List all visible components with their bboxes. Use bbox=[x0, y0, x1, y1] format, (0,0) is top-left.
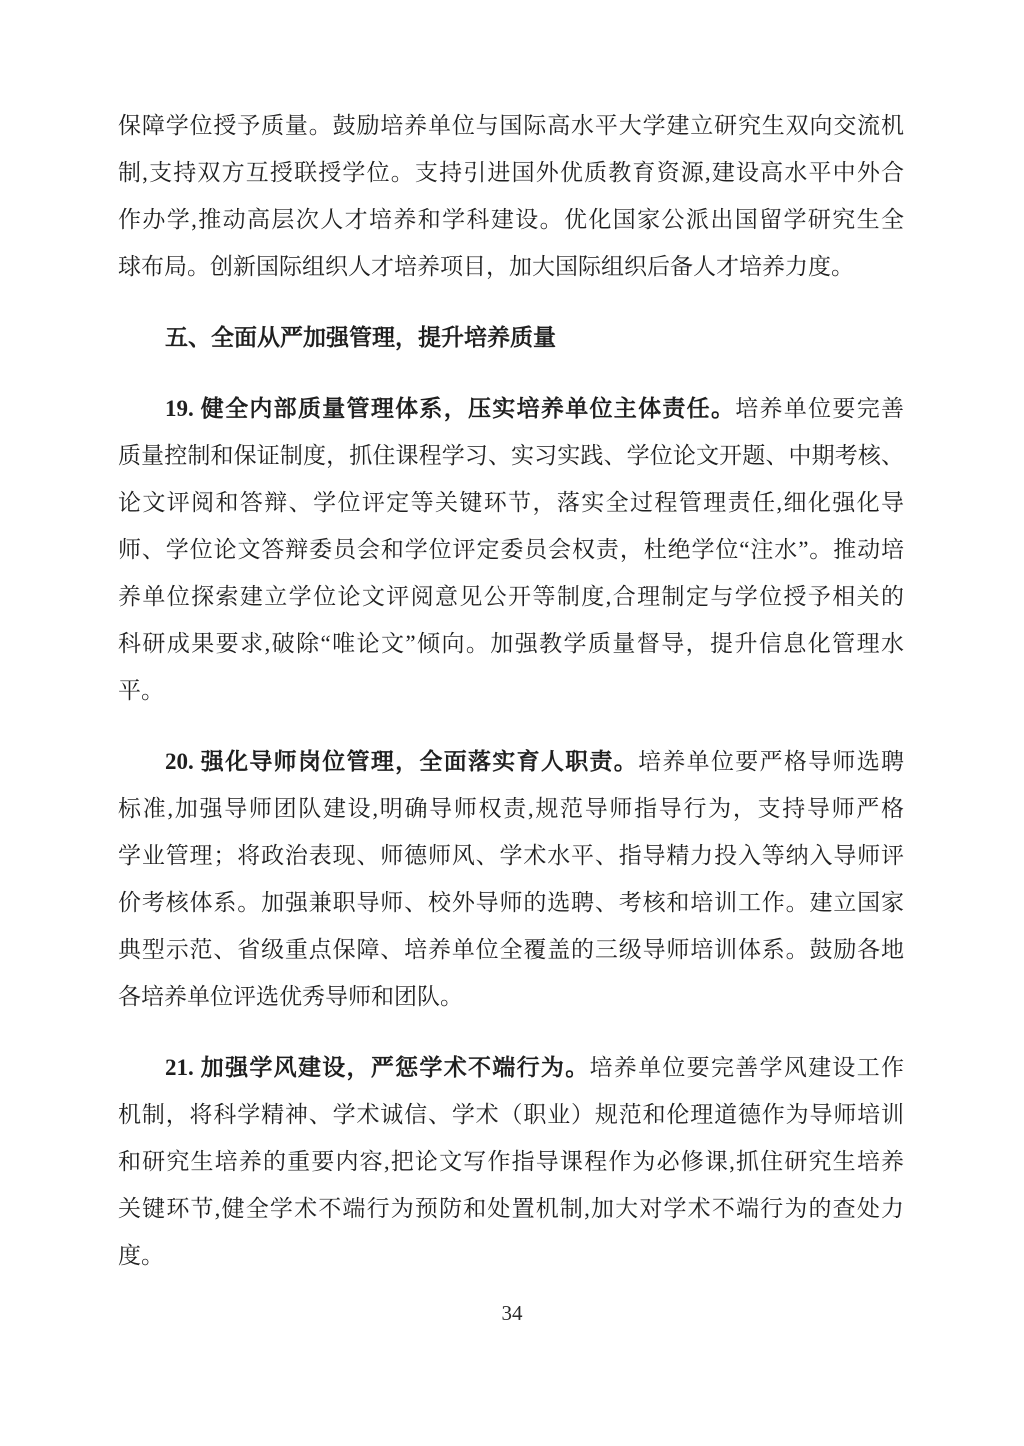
text-line bbox=[118, 385, 904, 432]
paragraph-20-supervisor-management bbox=[118, 738, 904, 1020]
text-line bbox=[118, 973, 904, 1020]
text-line bbox=[118, 667, 904, 714]
body-text: 典型示范、省级重点保障、培养单位全覆盖的三级导师培训体系。鼓励各地 bbox=[118, 937, 904, 962]
text-line bbox=[118, 1138, 904, 1185]
body-text: 作办学,推动高层次人才培养和学科建设。优化国家公派出国留学研究生全 bbox=[118, 207, 904, 232]
body-text: 价考核体系。加强兼职导师、校外导师的选聘、考核和培训工作。建立国家 bbox=[118, 890, 904, 915]
text-line bbox=[118, 832, 904, 879]
body-text: 培养单位要完善学风建设工作 bbox=[589, 1055, 905, 1080]
text-line bbox=[118, 243, 904, 290]
emphasis-text: 19. 健全内部质量管理体系，压实培养单位主体责任。 bbox=[165, 396, 736, 421]
paragraph-international-exchange bbox=[118, 102, 904, 290]
body-text: 培养单位要完善 bbox=[735, 396, 905, 421]
text-line bbox=[118, 785, 904, 832]
text-line bbox=[118, 879, 904, 926]
body-text: 度。 bbox=[118, 1243, 164, 1268]
text-line bbox=[118, 479, 904, 526]
text-line bbox=[118, 196, 904, 243]
text-line bbox=[118, 738, 904, 785]
text-line bbox=[118, 314, 904, 361]
body-text: 师、学位论文答辩委员会和学位评定委员会权责，杜绝学位“注水”。推动培 bbox=[118, 537, 904, 562]
text-line bbox=[118, 102, 904, 149]
emphasis-text: 21. 加强学风建设，严惩学术不端行为。 bbox=[165, 1055, 590, 1080]
document-body bbox=[118, 102, 904, 1303]
body-text: 和研究生培养的重要内容,把论文写作指导课程作为必修课,抓住研究生培养 bbox=[118, 1149, 904, 1174]
body-text: 保障学位授予质量。鼓励培养单位与国际高水平大学建立研究生双向交流机 bbox=[118, 113, 904, 138]
text-line bbox=[118, 620, 904, 667]
body-text: 标准,加强导师团队建设,明确导师权责,规范导师指导行为，支持导师严格 bbox=[118, 796, 904, 821]
body-text: 培养单位要严格导师选聘 bbox=[638, 749, 905, 774]
body-text: 机制，将科学精神、学术诚信、学术（职业）规范和伦理道德作为导师培训 bbox=[118, 1102, 904, 1127]
text-line bbox=[118, 1091, 904, 1138]
text-line bbox=[118, 573, 904, 620]
body-text: 球布局。创新国际组织人才培养项目，加大国际组织后备人才培养力度。 bbox=[118, 254, 854, 279]
text-line bbox=[118, 926, 904, 973]
emphasis-text: 20. 强化导师岗位管理，全面落实育人职责。 bbox=[165, 749, 639, 774]
body-text: 平。 bbox=[118, 678, 164, 703]
body-text: 关键环节,健全学术不端行为预防和处置机制,加大对学术不端行为的查处力 bbox=[118, 1196, 904, 1221]
body-text: 科研成果要求,破除“唯论文”倾向。加强教学质量督导，提升信息化管理水 bbox=[118, 631, 904, 656]
text-line bbox=[118, 526, 904, 573]
body-text: 论文评阅和答辩、学位评定等关键环节，落实全过程管理责任,细化强化导 bbox=[118, 490, 904, 515]
section-heading-5 bbox=[118, 314, 904, 361]
emphasis-text: 五、全面从严加强管理，提升培养质量 bbox=[165, 325, 556, 350]
text-line bbox=[118, 149, 904, 196]
paragraph-19-quality-management bbox=[118, 385, 904, 714]
text-line bbox=[118, 1044, 904, 1091]
paragraph-21-academic-integrity bbox=[118, 1044, 904, 1279]
body-text: 养单位探索建立学位论文评阅意见公开等制度,合理制定与学位授予相关的 bbox=[118, 584, 904, 609]
text-line bbox=[118, 1232, 904, 1279]
body-text: 质量控制和保证制度，抓住课程学习、实习实践、学位论文开题、中期考核、 bbox=[118, 443, 904, 468]
body-text: 制,支持双方互授联授学位。支持引进国外优质教育资源,建设高水平中外合 bbox=[118, 160, 904, 185]
body-text: 各培养单位评选优秀导师和团队。 bbox=[118, 984, 463, 1009]
page-footer bbox=[0, 1298, 1024, 1328]
page-number: 34 bbox=[501, 1301, 523, 1325]
text-line bbox=[118, 1185, 904, 1232]
body-text: 学业管理；将政治表现、师德师风、学术水平、指导精力投入等纳入导师评 bbox=[118, 843, 904, 868]
text-line bbox=[118, 432, 904, 479]
